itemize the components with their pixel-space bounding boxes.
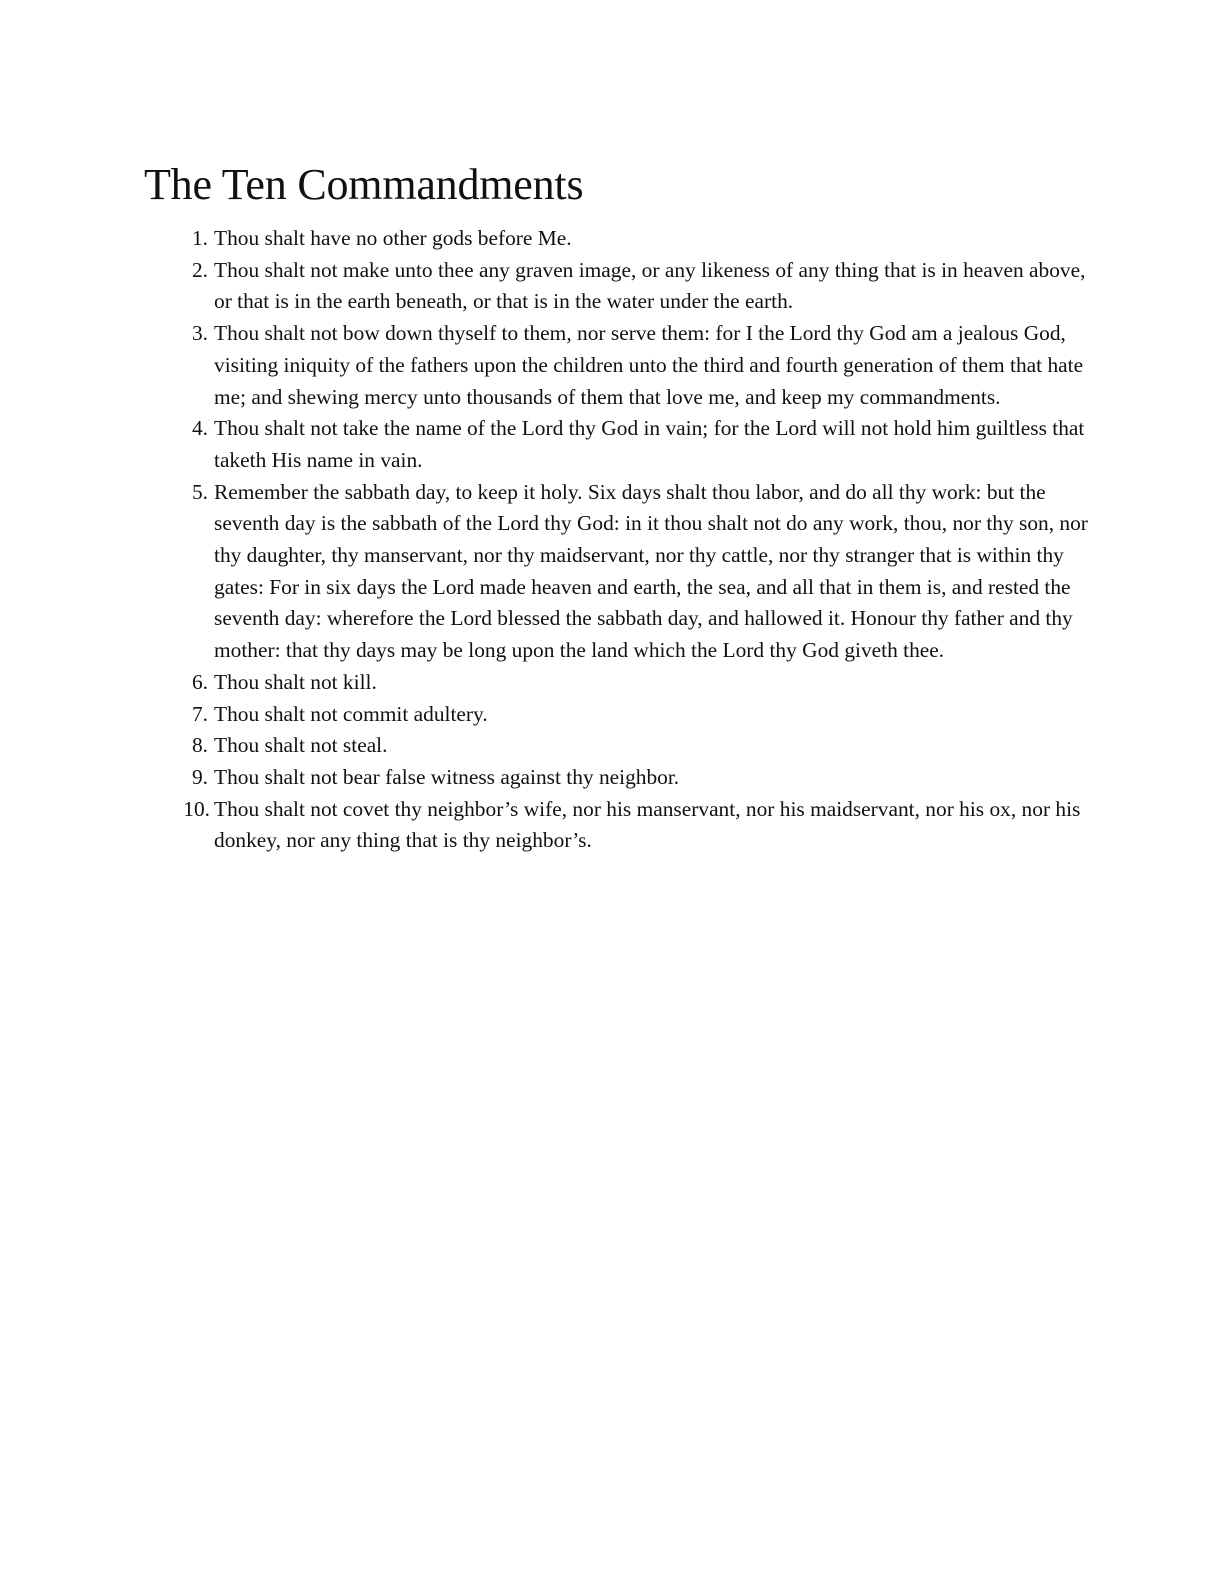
list-item-number: 4. xyxy=(191,416,208,441)
list-item-number: 9. xyxy=(191,764,208,789)
list-item-number: 7. xyxy=(191,701,208,726)
list-item-number: 1. xyxy=(191,226,208,250)
document-title: The Ten Commandments xyxy=(144,160,584,209)
list-item-number: 2. xyxy=(191,257,208,282)
list-item-number: 5. xyxy=(191,479,208,504)
list-item-text: Thou shalt have no other gods before Me. xyxy=(214,226,572,250)
list-item xyxy=(170,223,1090,255)
list-item xyxy=(170,318,1090,413)
list-item xyxy=(170,477,1090,667)
list-item xyxy=(170,762,1090,794)
list-item-text: Thou shalt not kill. xyxy=(214,669,377,694)
list-item xyxy=(170,255,1090,318)
list-item xyxy=(170,794,1090,857)
list-item-text: Thou shalt not steal. xyxy=(214,733,388,758)
list-item xyxy=(170,667,1090,699)
list-item-number: 3. xyxy=(191,321,208,346)
list-item-text: Thou shalt not covet thy neighbor’s wife, nor his manservant, nor his maidservant, nor his ox, nor his donkey, nor any thing that is thy neighbor’s. xyxy=(214,796,1081,853)
commandments-list xyxy=(170,223,1090,857)
list-item xyxy=(170,730,1090,762)
list-item xyxy=(170,413,1090,476)
list-item-text: Thou shalt not commit adultery. xyxy=(214,701,488,726)
list-item-number: 10. xyxy=(183,796,210,821)
list-item-number: 8. xyxy=(191,733,208,758)
list-item-text: Thou shalt not bear false witness against thy neighbor. xyxy=(214,764,680,789)
list-item-text: Remember the sabbath day, to keep it holy. Six days shalt thou labor, and do all thy work: but the seventh day is the sabbath of the Lord thy God: in it thou shalt not do any work, thou, nor thy son, nor thy daughter, thy manservant, nor thy maidservant, nor thy cattle, nor thy stranger that is within thy gates: For in six days the Lord made heaven and earth, the sea, and all that in them is, and rested the seventh day: wherefore the Lord blessed the sabbath day, and hallowed it. Honour thy father and thy mother: that thy days may be long upon the land which the Lord thy God giveth thee. xyxy=(214,479,1088,663)
list-item-text: Thou shalt not take the name of the Lord thy God in vain; for the Lord will not hold him guiltless that taketh His name in vain. xyxy=(214,416,1085,472)
list-item-number: 6. xyxy=(191,669,208,694)
list-item xyxy=(170,699,1090,731)
list-item-text: Thou shalt not bow down thyself to them, nor serve them: for I the Lord thy God am a jealous God, visiting iniquity of the fathers upon the children unto the third and fourth generation of them that hate me; and shewing mercy unto thousands of them that love me, and keep my commandments. xyxy=(214,321,1084,409)
list-item-text: Thou shalt not make unto thee any graven image, or any likeness of any thing that is in heaven above, or that is in the earth beneath, or that is in the water under the earth. xyxy=(214,257,1086,314)
